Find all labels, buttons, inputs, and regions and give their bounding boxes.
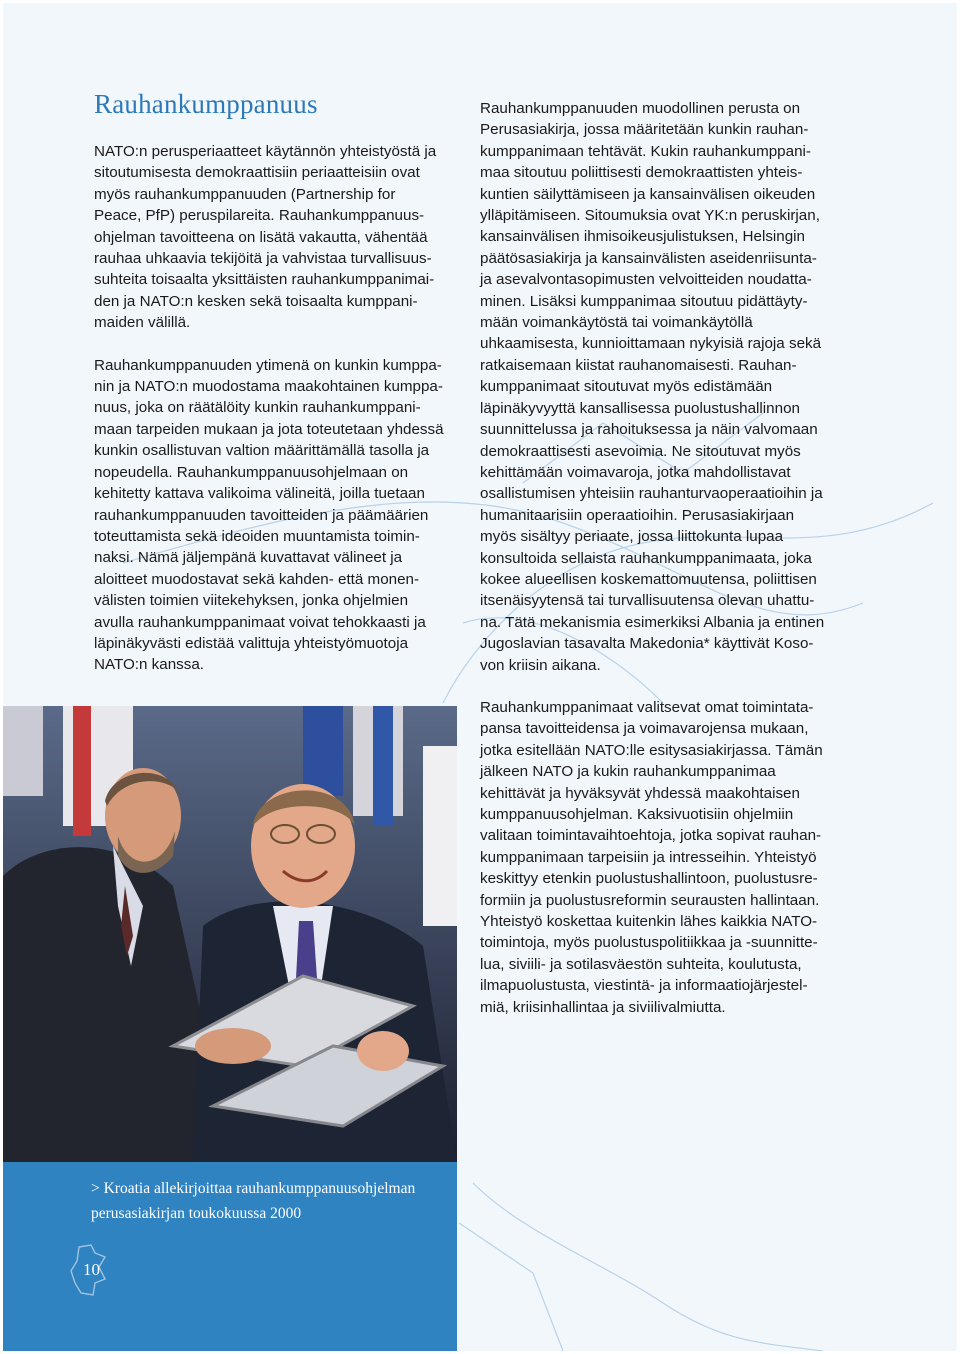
left-paragraph-2: Rauhankumppanuuden ytimenä on kunkin kumppa- nin ja NATO:n muodostama maakohtainen kumppa- nuus, joka on räätälöity kunkin rauhankumppani- maan tarpeiden mukaan ja jota toteutetaan yhdessä kunkin osallistuvan valtion määrittämällä tasolla ja nopeudella. Rauhankumppanuusohjelmaan on kehitetty kattava valikoima välineitä, joilla tuetaan rauhankumppanuuden tavoitteiden ja päämäärien toteuttamista sekä ideoiden muuntamista toimin- naksi. Nämä jäljempänä kuvattavat välineet ja aloitteet muodostavat sekä kahden- että monen- välisten toimien viitekehyksen, jonka ohjelmien avulla rauhankumppanimaat voivat tehokkaasti ja läpinäkyvästi edistää valittuja yhteistyömuotoja NATO:n kanssa.	[94, 356, 444, 674]
left-paragraph-1: NATO:n perusperiaatteet käytännön yhteistyöstä ja sitoutumisesta demokraattisiin periaatteisiin ovat myös rauhankumppanuuden (Partnership for Peace, PfP) peruspilareita. Rauhankumppanuus- ohjelman tavoitteena on lisätä vakautta, vähentää rauhaa uhkaavia tekijöitä ja vahvistaa turvallisuus- suhteita toisaalta yksittäisten rauhankumppanimai- den ja NATO:n kesken sekä toisaalta kumppani- maiden välillä.	[94, 143, 437, 332]
right-paragraph-2: Rauhankumppanimaat valitsevat omat toimintata- pansa tavoitteidensa ja voimavarojensa mukaan, jotka esitellään NATO:lle esitysasiakirjassa. Tämän jälkeen NATO ja kukin rauhankumppanimaa kehittävät ja hyväksyvät yhdessä maakohtaisen kumppanuusohjelman. Kaksivuotisiin ohjelmiin valitaan toimintavaihtoehtoja, jotka sopivat rauhan- kumppanimaan tarpeisiin ja intresseihin. Yhteistyö keskittyy etenkin puolustushallintoon, puolustusre- formiin ja puolustusreformin seurausten hallintaan. Yhteistyö koskettaa kuitenkin lähes kaikkia NATO- toimintoja, myös puolustuspolitiikkaa ja -suunnitte- lua, siviili- ja sotilasväestön suhteita, koulutusta, ilmapuolustusta, viestintä- ja informaatiojärjestel- miä, kriisinhallintaa ja siviilivalmiutta.	[480, 698, 823, 1016]
document-page	[3, 3, 957, 1351]
page-title: Rauhankumppanuus	[94, 89, 318, 119]
right-text-column	[480, 98, 852, 1018]
page-number: 10	[83, 1260, 100, 1279]
left-text-column	[94, 141, 464, 676]
photo-illustration	[3, 706, 457, 1162]
photo-caption: > Kroatia allekirjoittaa rauhankumppanuusohjelman perusasiakirjan toukokuussa 2000	[91, 1180, 416, 1222]
right-paragraph-1: Rauhankumppanuuden muodollinen perusta on Perusasiakirja, jossa määritetään kunkin rauhan- kumppanimaan tehtävät. Kukin rauhankumppani- maa sitoutuu poliittisesti demokraattisten yhteis- kuntien säilyttämiseen ja kansainvälisen oikeuden ylläpitämiseen. Sitoumuksia ovat YK:n peruskirjan, kansainvälisen ihmisoikeusjulistuksen, Helsingin päätösasiakirja ja kansainvälisten aseidenriisunta- ja asevalvontasopimusten velvoitteiden noudatta- minen. Lisäksi kumppanimaa sitoutuu pidättäyty- mään voimankäytöstä tai voimankäytöllä uhkaamisesta, kunnioittamaan nykyisiä rajoja sekä ratkaisemaan kiistat rauhanomaisesti. Rauhan- kumppanimaat sitoutuvat myös edistämään läpinäkyvyyttä kansallisessa puolustushallinnon suunnittelussa ja rahoituksessa ja näin valvomaan demokraattisesti asevoimia. Ne sitoutuvat myös kehittämään voimavaroja, jotka mahdollistavat osallistumisen yhteisiin rauhanturvaoperaatioihin ja humanitaarisiin operaatioihin. Perusasiakirjaan myös sisältyy periaate, jossa liittokunta lupaa konsultoida sellaista rauhankumppanimaata, joka kokee alueellisen koskemattomuutensa, poliittisen itsenäisyytensä tai turvallisuutensa olevan uhattu- na. Tätä mekanismia esimerkiksi Albania ja entinen Jugoslavian tasavalta Makedonia* käyttivät Koso- von kriisin aikana.	[480, 100, 825, 674]
signing-ceremony-photo	[3, 706, 457, 1162]
page-number-badge	[69, 1243, 109, 1299]
